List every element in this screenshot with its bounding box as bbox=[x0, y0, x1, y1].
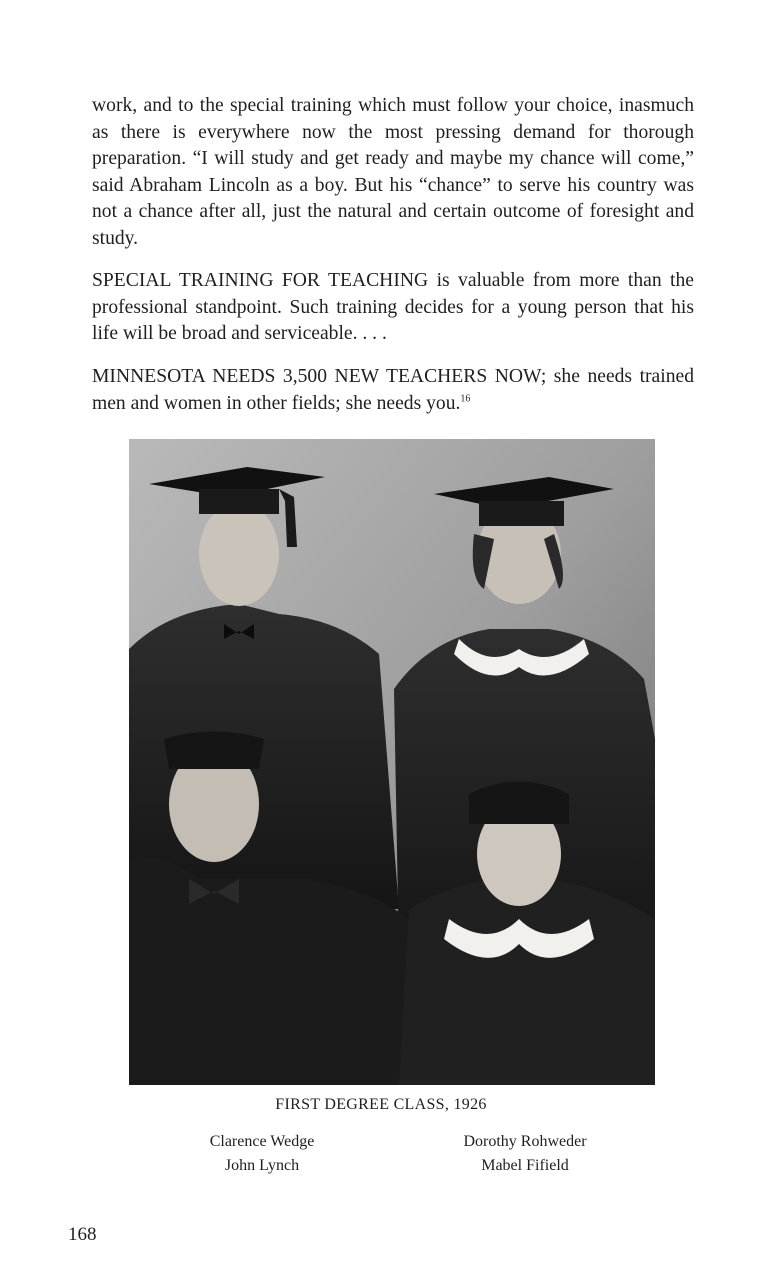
graduation-photo bbox=[129, 439, 655, 1085]
footnote-marker: 16 bbox=[460, 392, 471, 404]
body-paragraph-3 bbox=[92, 364, 694, 417]
name-dorothy-rohweder: Dorothy Rohweder bbox=[463, 1133, 587, 1150]
paragraph-3-text: she needs trained men and women in other fields; she needs you. bbox=[92, 366, 694, 414]
page-number: 168 bbox=[68, 1224, 97, 1245]
paragraph-3-lead: MINNESOTA NEEDS 3,500 NEW TEACHERS NOW; bbox=[92, 366, 547, 387]
paragraph-2-lead: SPECIAL TRAINING FOR TEACHING bbox=[92, 270, 429, 291]
name-john-lynch: John Lynch bbox=[224, 1157, 300, 1174]
body-paragraph-2 bbox=[92, 268, 694, 348]
names-right-column bbox=[430, 1130, 620, 1178]
paragraph-2-text: is valuable from more than the professional standpoint. Such training decides for a young person that his life will be broad and serviceable. . . . bbox=[92, 270, 694, 344]
graduation-photo-illustration bbox=[129, 439, 655, 1085]
body-paragraph-1: work, and to the special training which must follow your choice, inasmuch as there is everywhere now the most pressing demand for thorough preparation. “I will study and get ready and maybe my chance will come,” said Abraham Lincoln as a boy. But his “chance” to serve his country was not a chance after all, just the natural and certain outcome of foresight and study. bbox=[92, 95, 694, 249]
names-left-column bbox=[172, 1130, 352, 1178]
name-mabel-fifield: Mabel Fifield bbox=[481, 1157, 569, 1174]
photo-caption: FIRST DEGREE CLASS, 1926 bbox=[275, 1096, 487, 1113]
name-clarence-wedge: Clarence Wedge bbox=[209, 1133, 315, 1150]
